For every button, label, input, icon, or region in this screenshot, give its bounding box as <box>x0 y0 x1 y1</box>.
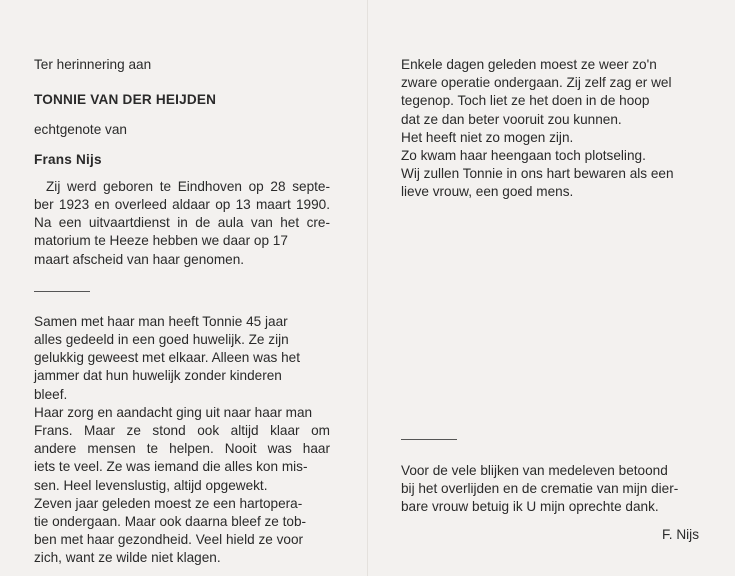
paragraph-line: iets te veel. Ze was iemand die alles kon mis- <box>34 459 308 475</box>
paragraph-line: Voor de vele blijken van medeleven betoond <box>401 462 668 478</box>
paragraph-line: dat ze dan beter vooruit zou kunnen. <box>401 111 622 127</box>
signature: F. Nijs <box>661 527 699 543</box>
paragraph-line: Het heeft niet zo mogen zijn. <box>401 129 574 145</box>
paragraph-line: zware operatie ondergaan. Zij zelf zag er wel <box>401 75 672 91</box>
relation-text: echtgenote van <box>34 122 127 138</box>
paragraph-line: gelukkig geweest met elkaar. Alleen was het <box>34 350 300 366</box>
paragraph-line: alles gedeeld in een goed huwelijk. Ze zijn <box>34 332 289 348</box>
paragraph-line: Zij werd geboren te Eindhoven op 28 septe- <box>46 178 330 194</box>
paragraph-line: andere mensen te helpen. Nooit was haar <box>34 441 330 457</box>
paragraph-line: maart afscheid van haar genomen. <box>34 251 245 267</box>
left-page <box>34 56 330 568</box>
spouse-name: Frans Nijs <box>34 151 102 167</box>
life-paragraph <box>34 313 330 568</box>
paragraph-line: tegenop. Toch liet ze het doen in de hoop <box>401 93 650 109</box>
paragraph-line: zich, want ze wilde niet klagen. <box>34 550 221 566</box>
paragraph-line: jammer dat hun huwelijk zonder kinderen <box>34 368 282 384</box>
card-fold <box>367 0 368 576</box>
paragraph-line: Enkele dagen geleden moest ze weer zo'n <box>401 57 657 72</box>
paragraph-line: Haar zorg en aandacht ging uit naar haar man <box>34 404 313 420</box>
intro-text: Ter herinnering aan <box>34 57 152 72</box>
paragraph-line: Zeven jaar geleden moest ze een hartopera- <box>34 495 303 511</box>
paragraph-line: ber 1923 en overleed aldaar op 13 maart 1990. <box>34 197 330 213</box>
paragraph-line: bare vrouw betuig ik U mijn oprechte dank. <box>401 499 659 515</box>
closing-paragraph <box>401 56 699 202</box>
thanks-paragraph <box>401 462 699 517</box>
paragraph-line: Wij zullen Tonnie in ons hart bewaren als een <box>401 166 674 182</box>
right-page <box>401 56 699 544</box>
paragraph-line: bleef. <box>34 386 68 402</box>
paragraph-line: matorium te Heeze hebben we daar op 17 <box>34 233 288 249</box>
deceased-name: TONNIE VAN DER HEIJDEN <box>34 92 217 108</box>
paragraph-line: sen. Heel levenslustig, altijd opgewekt. <box>34 477 268 493</box>
paragraph-line: Zo kwam haar heengaan toch plotseling. <box>401 148 646 164</box>
paragraph-line: lieve vrouw, een goed mens. <box>401 184 574 200</box>
paragraph-line: bij het overlijden en de crematie van mijn dier- <box>401 480 679 496</box>
paragraph-line: tie ondergaan. Maar ook daarna bleef ze tob- <box>34 514 307 530</box>
paragraph-line: Samen met haar man heeft Tonnie 45 jaar <box>34 313 288 329</box>
paragraph-line: Na een uitvaartdienst in de aula van het cre- <box>34 215 330 231</box>
paragraph-line: Frans. Maar ze stond ook altijd klaar om <box>34 423 330 439</box>
paragraph-line: ben met haar gezondheid. Veel hield ze voor <box>34 532 304 548</box>
biography-paragraph <box>34 178 330 269</box>
